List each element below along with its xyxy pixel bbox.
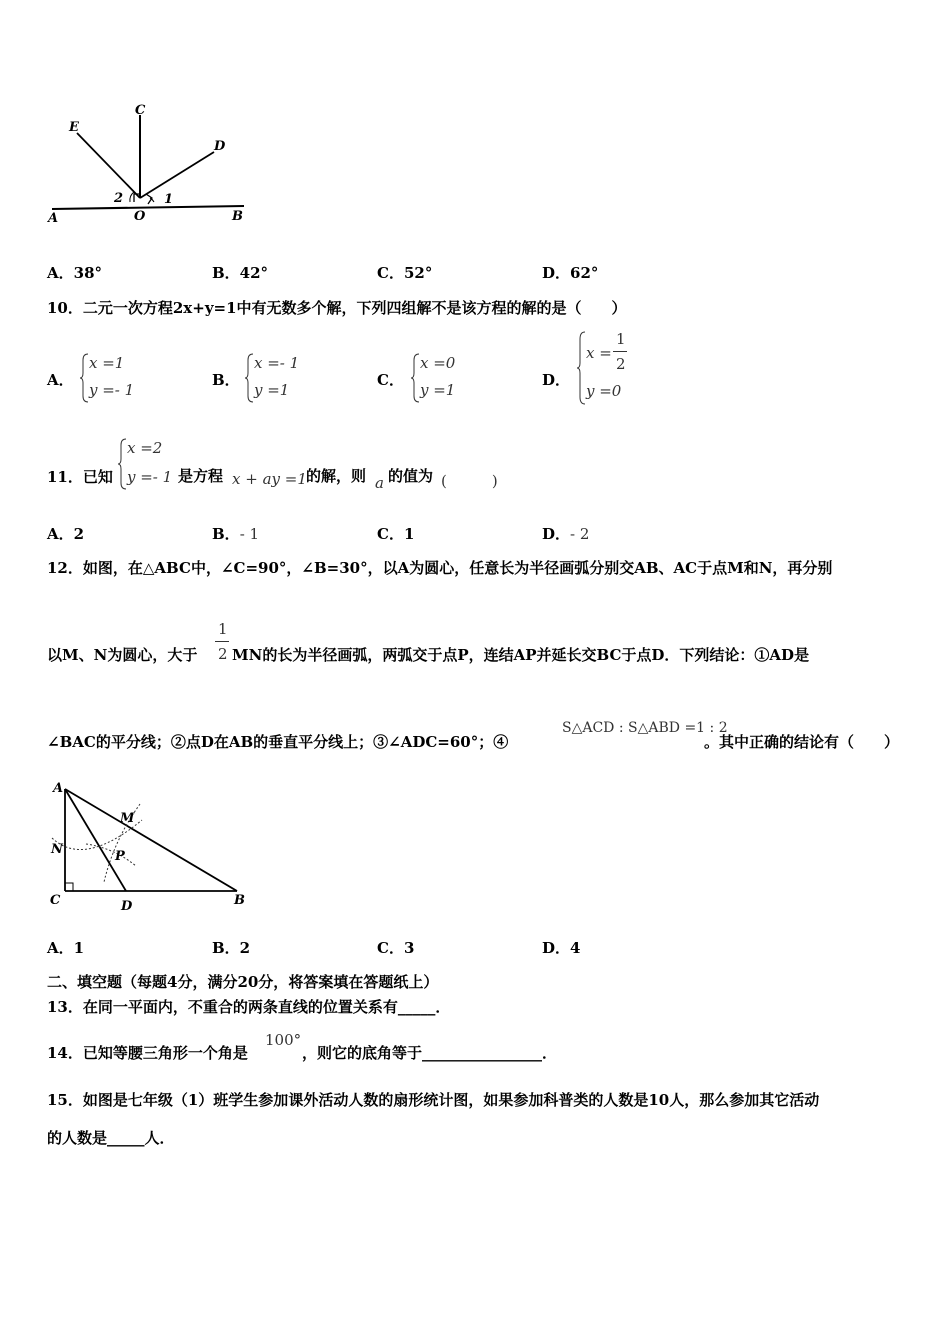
q12-option-d: D．4 — [542, 939, 581, 957]
q15-line2: 的人数是_____人． — [47, 1129, 175, 1147]
section-2-heading: 二、填空题（每题4分，满分20分，将答案填在答题纸上） — [47, 973, 439, 991]
q11-option-a: A．2 — [47, 525, 85, 543]
q9-option-c: C．52° — [377, 264, 433, 282]
tri-label-A: A — [53, 781, 64, 796]
q10-a-y: y =- 1 — [89, 381, 135, 399]
q11-option-c: C．1 — [377, 525, 415, 543]
q9-option-b: B．42° — [212, 264, 269, 282]
q12-option-a: A．1 — [47, 939, 85, 957]
q11-option-d: D．- 2 — [542, 525, 590, 543]
label-C: C — [135, 103, 146, 118]
q11-sys-y: y =- 1 — [127, 468, 173, 486]
q12-option-b: B．2 — [212, 939, 251, 957]
label-E: E — [69, 120, 79, 135]
q10-b-y: y =1 — [254, 381, 290, 399]
q9-option-a: A．38° — [47, 264, 103, 282]
q11-prefix: 11．已知 — [47, 468, 113, 486]
q10-option-a-label: A． — [47, 371, 74, 389]
q13: 13．在同一平面内，不重合的两条直线的位置关系有_____． — [47, 998, 451, 1016]
angle-figure — [44, 98, 254, 226]
q11-mid3: 的值为 — [388, 467, 434, 485]
q12-line3-pre: ∠BAC的平分线；②点D在AB的垂直平分线上；③∠ADC=60°；④ — [47, 733, 509, 751]
label-D: D — [214, 139, 226, 154]
q12-ratio: S△ACD : S△ABD =1 : 2 — [562, 720, 728, 736]
tri-label-D: D — [121, 899, 133, 914]
q11-mid2: 的解，则 — [306, 467, 367, 485]
q14-post: ，则它的底角等于________________． — [302, 1044, 558, 1062]
label-1: 1 — [164, 192, 174, 207]
q10-stem: 10．二元一次方程2x+y=1中有无数多个解，下列四组解不是该方程的解的是（ ） — [47, 299, 627, 317]
q10-option-c-label: C． — [377, 371, 404, 389]
tri-label-M: M — [120, 811, 135, 826]
q10-b-x: x =- 1 — [254, 354, 300, 372]
tri-label-P: P — [115, 849, 125, 864]
triangle-figure — [44, 780, 254, 915]
label-2: 2 — [114, 191, 124, 206]
label-O: O — [134, 209, 146, 224]
q10-option-b-label: B． — [212, 371, 240, 389]
q14-angle: 100° — [265, 1031, 302, 1049]
q10-a-x: x =1 — [89, 354, 125, 372]
q9-option-d: D．62° — [542, 264, 599, 282]
q11-paren: ( ) — [441, 472, 498, 490]
q10-option-d-system — [577, 330, 657, 406]
tri-label-B: B — [234, 893, 245, 908]
q11-var-a: a — [375, 474, 384, 492]
q12-line1: 12．如图，在△ABC中，∠C=90°，∠B=30°，以A为圆心，任意长为半径画弧分别交AB、AC于点M和N，再分别 — [47, 559, 833, 577]
q10-d-frac-den: 2 — [616, 355, 626, 373]
q10-d-frac-num: 1 — [616, 330, 626, 348]
q10-d-y: y =0 — [586, 382, 622, 400]
q10-c-x: x =0 — [420, 354, 456, 372]
q12-option-c: C．3 — [377, 939, 415, 957]
q12-frac-den: 2 — [218, 645, 228, 663]
q12-line3-post: 。其中正确的结论有（ ） — [704, 733, 900, 751]
label-A: A — [48, 211, 59, 226]
q11-equation: x + ay =1 — [232, 470, 307, 488]
q10-option-a-system — [80, 352, 150, 404]
q10-option-d-label: D． — [542, 371, 571, 389]
q14-pre: 14．已知等腰三角形一个角是 — [47, 1044, 248, 1062]
q10-d-x-prefix: x = — [586, 344, 612, 362]
q11-mid1: 是方程 — [178, 467, 224, 485]
q11-system — [118, 437, 180, 491]
tri-label-C: C — [50, 893, 61, 908]
q10-option-b-system — [245, 352, 315, 404]
q12-line2-pre: 以M、N为圆心，大于 — [47, 646, 198, 664]
label-B: B — [232, 209, 243, 224]
q10-c-y: y =1 — [420, 381, 456, 399]
q12-line2-post: MN的长为半径画弧，两弧交于点P，连结AP并延长交BC于点D．下列结论：①AD是 — [232, 646, 810, 664]
q11-option-b: B．- 1 — [212, 525, 260, 543]
tri-label-N: N — [51, 842, 63, 857]
q11-sys-x: x =2 — [127, 439, 163, 457]
q15-line1: 15．如图是七年级（1）班学生参加课外活动人数的扇形统计图，如果参加科普类的人数是10人，那么参加其它活动 — [47, 1091, 820, 1109]
q12-frac-num: 1 — [218, 620, 228, 638]
q10-option-c-system — [411, 352, 481, 404]
